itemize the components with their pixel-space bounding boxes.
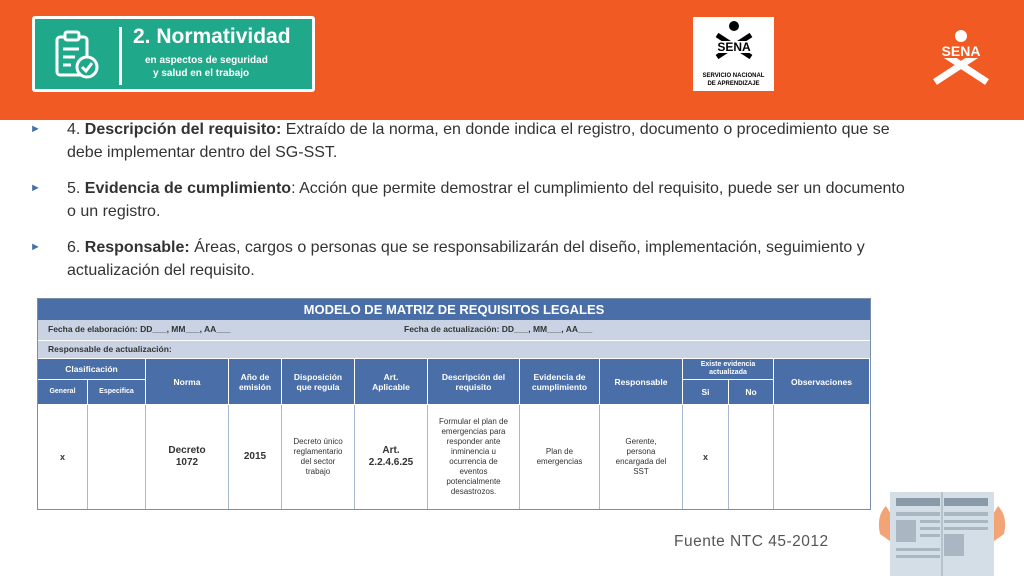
header-evidencia: Evidencia de cumplimiento — [520, 359, 600, 405]
cell-anio: 2015 — [229, 405, 282, 509]
bullet-text: Extraído de la norma, en donde indica el registro, documento o procedimiento que se debe implementar dentro del SG-SST. — [67, 121, 890, 161]
sena-caption-line1: SERVICIO NACIONAL — [702, 73, 765, 79]
sena-logo-white — [925, 28, 997, 92]
bullet-arrow-icon: ► — [30, 241, 41, 253]
badge-divider — [119, 27, 122, 85]
cell-observaciones — [774, 405, 870, 509]
badge-subtitle-line1: en aspectos de seguridad — [145, 55, 268, 66]
bullet-item — [30, 177, 910, 223]
bullet-item — [30, 118, 910, 164]
header-responsable: Responsable — [600, 359, 683, 405]
badge-subtitle-line2: y salud en el trabajo — [153, 68, 250, 79]
cell-norma: Decreto 1072 — [146, 405, 229, 509]
header-especifica: Especifica — [88, 380, 146, 405]
bullet-text: : Acción que permite demostrar el cumplimiento del requisito, puede ser un documento o un registro. — [67, 180, 905, 220]
bullet-term: Evidencia de cumplimiento — [84, 180, 292, 197]
responsable-actualizacion: Responsable de actualización: — [48, 344, 172, 354]
newspaper-icon — [872, 486, 1012, 576]
bullet-label: 4. — [67, 121, 85, 138]
cell-si: x — [683, 405, 729, 509]
header-descripcion: Descripción del requisito — [428, 359, 520, 405]
bullet-arrow-icon: ► — [30, 182, 41, 194]
bullet-term: Descripción del requisito: — [84, 121, 282, 138]
fecha-actualizacion: Fecha de actualización: DD___, MM___, AA___ — [404, 324, 593, 334]
matrix-dates-row — [38, 320, 870, 341]
cell-especifica — [88, 405, 146, 509]
cell-descripcion: Formular el plan de emergencias para responder ante inminencia u ocurrencia de eventos potencialmente desastrozos. — [428, 405, 520, 509]
cell-general: x — [38, 405, 88, 509]
header-bar — [0, 0, 1024, 120]
header-observaciones: Observaciones — [774, 359, 870, 405]
legal-requirements-matrix — [37, 298, 871, 510]
header-existe-evidencia: Existe evidencia actualizada — [683, 359, 774, 380]
bullet-term: Responsable: — [84, 239, 190, 256]
header-art: Art. Aplicable — [355, 359, 428, 405]
header-general: General — [38, 380, 88, 405]
bullet-label: 5. — [67, 180, 85, 197]
cell-no — [729, 405, 774, 509]
sena-logo-mark — [709, 19, 759, 73]
header-clasificacion: Clasificación — [38, 359, 146, 380]
cell-art: Art. 2.2.4.6.25 — [355, 405, 428, 509]
section-badge — [32, 16, 315, 92]
matrix-title: MODELO DE MATRIZ DE REQUISITOS LEGALES — [38, 299, 870, 320]
bullet-text: Áreas, cargos o personas que se responsabilizarán del diseño, implementación, seguimiento y actualización del requisito. — [67, 239, 865, 279]
sena-logo — [693, 17, 774, 91]
bullet-label: 6. — [67, 239, 85, 256]
header-anio: Año de emisión — [229, 359, 282, 405]
header-disposicion: Disposición que regula — [282, 359, 355, 405]
header-si: Si — [683, 380, 729, 405]
matrix-responsable-row — [38, 341, 870, 359]
bullet-list — [30, 118, 910, 295]
checklist-icon — [49, 29, 101, 81]
bullet-arrow-icon: ► — [30, 123, 41, 135]
sena-wordmark: SENA — [717, 40, 751, 54]
fecha-elaboracion: Fecha de elaboración: DD___, MM___, AA___ — [48, 324, 231, 334]
sena-white-wordmark: SENA — [941, 43, 981, 59]
cell-responsable: Gerente, persona encargada del SST — [600, 405, 683, 509]
cell-disposicion: Decreto único reglamentario del sector trabajo — [282, 405, 355, 509]
badge-title: 2. Normatividad — [133, 25, 291, 48]
sena-caption-line2: DE APRENDIZAJE — [707, 81, 760, 87]
bullet-item — [30, 236, 910, 282]
header-no: No — [729, 380, 774, 405]
cell-evidencia: Plan de emergencias — [520, 405, 600, 509]
source-caption: Fuente NTC 45-2012 — [674, 533, 829, 550]
header-norma: Norma — [146, 359, 229, 405]
